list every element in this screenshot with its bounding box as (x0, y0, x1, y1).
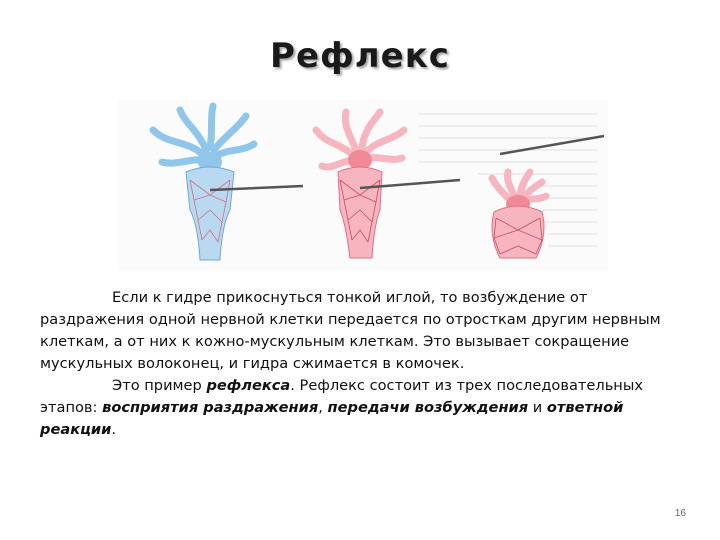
term-perception: восприятия раздражения (102, 399, 319, 416)
p2-part2: . Рефлекс состоит из трех последовательных этапов: (40, 377, 644, 416)
p2-part3: , (318, 399, 328, 416)
page-number: 16 (674, 508, 686, 519)
paragraph-1-text: Если к гидре прикоснуться тонкой иглой, то возбуждение от раздражения одной нервной клетки передается по отросткам другим нервным клеткам, а от них к кожно-мускульным клеткам. Это вызывает сокращение мускульных волоконец, и гидра сжимается в комочек. (40, 289, 661, 372)
paragraph-1 (40, 287, 690, 375)
body-text (40, 287, 690, 441)
term-transmission: передачи возбуждения (327, 399, 529, 416)
p2-part1: Это пример (112, 377, 207, 394)
p2-part4: и (528, 399, 547, 416)
term-response: ответной реакции (40, 399, 624, 438)
term-reflex: рефлекса (206, 377, 291, 394)
hydra-reflex-illustration (118, 100, 608, 270)
p2-part5: . (111, 421, 117, 438)
paragraph-2 (40, 375, 690, 441)
slide-title: Рефлекс (270, 36, 450, 76)
